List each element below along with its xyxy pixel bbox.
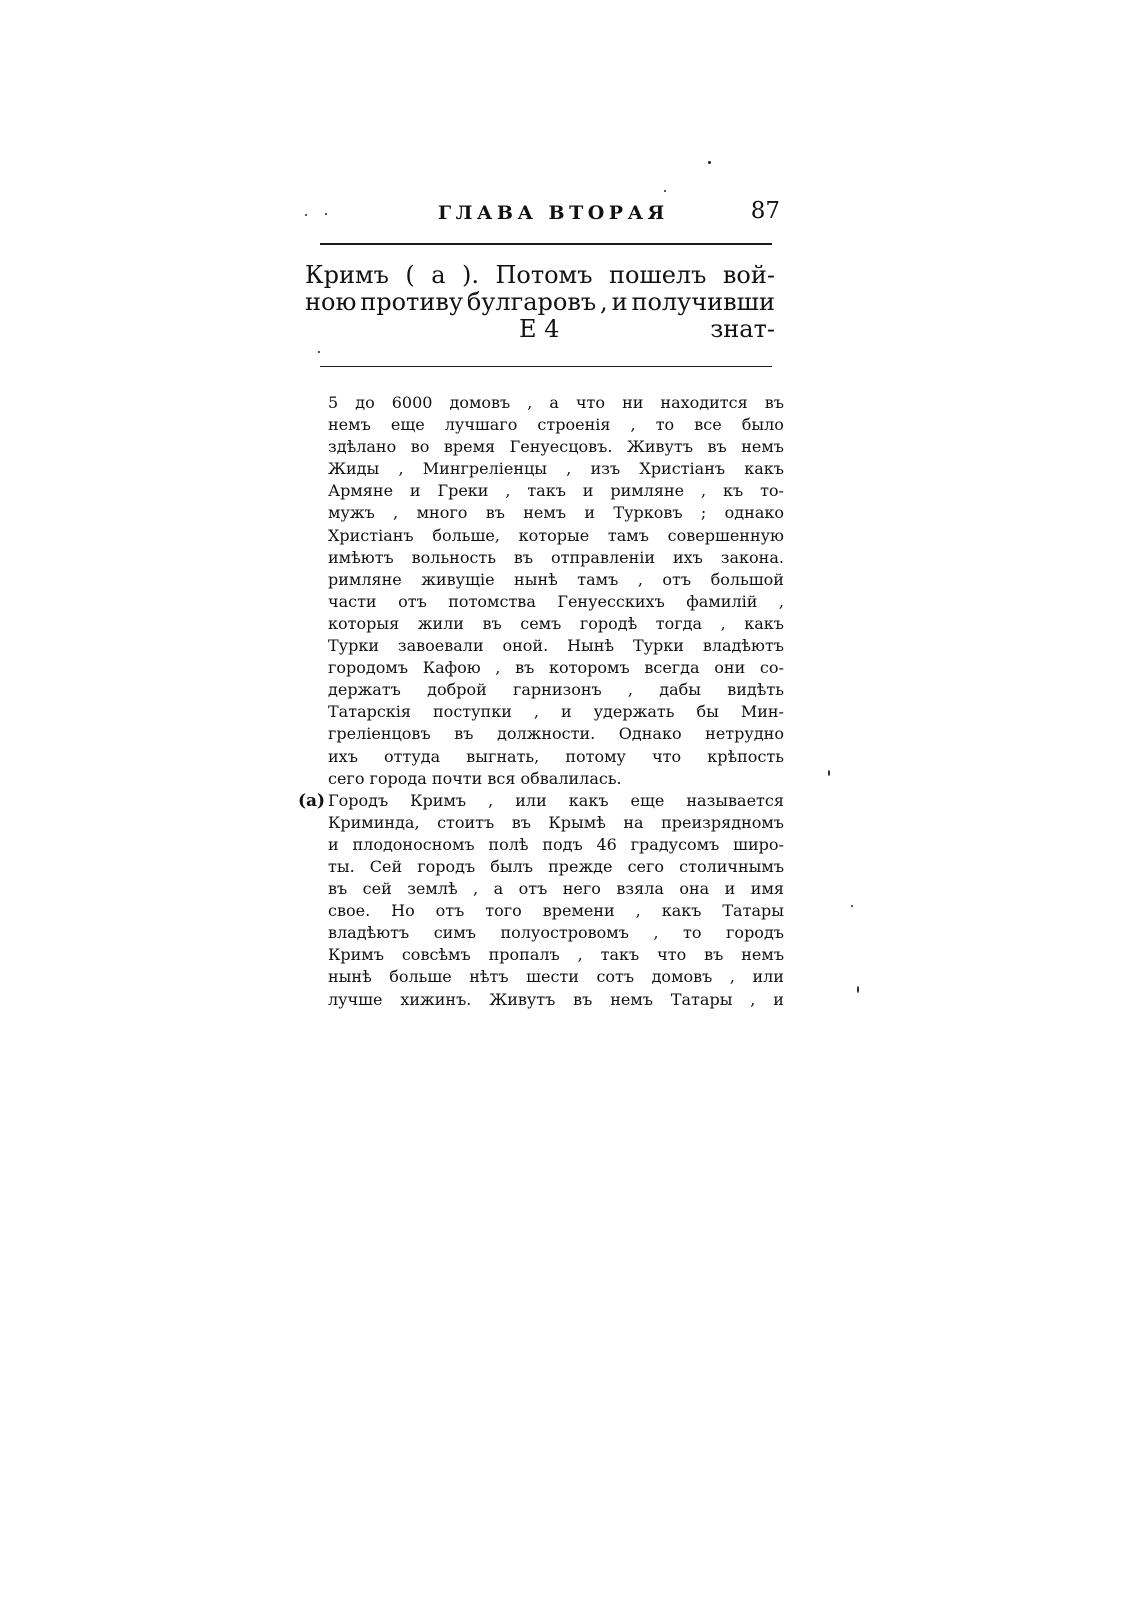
word: полуостровомъ [500,923,629,943]
word: ты. [328,856,355,876]
word: тамъ [577,569,619,589]
word: удержать [593,702,675,722]
word: а [431,261,446,289]
word: городъ [726,923,784,943]
word: , [566,459,572,479]
word: въ [707,437,727,457]
word: Кафою [422,658,481,678]
word: называется [686,790,784,810]
word: , [627,680,634,700]
continued-note-line [328,723,784,745]
word: булгаровъ [466,288,597,316]
continued-note-line [328,569,784,591]
footnote-rule [320,366,772,367]
word: больше [389,967,452,987]
word: преизрядномъ [661,812,784,832]
word: , [488,790,494,810]
word: полѣ [488,834,529,854]
word: что [575,393,606,412]
word: или [752,967,784,987]
word: и [409,481,421,501]
word: должности. [496,724,596,744]
word: семъ [520,613,562,633]
word: сего города почти вся обвалилась. [328,768,622,788]
word: въ [513,547,534,567]
word: Потомъ [495,261,593,289]
continued-note-line [328,414,784,436]
word: получивши [631,288,775,316]
header-rule [320,243,772,245]
word: совсѣмъ [401,945,471,965]
word: Живутъ [489,989,556,1009]
word: они [714,658,746,678]
chapter-title: ГЛАВА ВТОРАЯ [438,202,669,224]
word: , [635,901,641,921]
main-text-line [305,289,775,316]
word: какъ [568,790,609,810]
word: ихъ [672,547,703,567]
footnote-marker: (а) [298,790,326,811]
continued-note-line [328,525,784,547]
word: Татарскія [328,702,412,722]
word: взяла [616,879,664,899]
signature-line [305,316,775,343]
word: которыя [328,613,400,633]
word: , [473,879,479,899]
word: городомъ [328,658,408,678]
footnote-a-line [328,878,784,900]
word: и [611,288,628,316]
continued-note-line [328,436,784,458]
word: бы [696,702,719,722]
scan-speck [305,214,307,216]
word: , [533,702,539,722]
continued-note-line [328,657,784,679]
word: въ [515,658,535,678]
word: ). [461,261,479,289]
word: доброй [427,680,487,700]
word: совершенную [667,525,784,545]
continued-note-line [328,613,784,635]
continued-note-line [328,635,784,657]
word: держатъ [328,680,401,700]
word: то- [760,481,784,501]
word: тамъ [607,525,649,545]
word: изъ [590,459,621,479]
word: и [328,834,339,854]
scan-speck [318,351,320,353]
catchword: знат- [710,315,775,343]
page-number: 87 [750,198,780,224]
word: въ [454,724,474,744]
word: все [694,415,722,435]
word: , [729,967,735,987]
main-text-line [305,262,775,289]
word: въ [482,613,502,633]
word: владѣютъ [702,636,784,656]
word: еще [630,790,665,810]
word: Жиды [328,459,380,479]
word: , [393,503,399,523]
footnote-a-line [298,790,784,812]
word: которые [518,525,590,545]
footnote-a-line [328,856,784,878]
continued-note-line [328,392,784,414]
word: греліенцовъ [328,724,431,744]
continued-note-line [328,458,784,480]
word: ; [700,503,707,523]
word: пошелъ [608,261,707,289]
word: что [652,746,682,766]
word: Но [391,901,415,921]
word: , [505,481,511,501]
word: немъ [741,437,784,457]
word: того [485,901,522,921]
word: 46 [596,834,617,854]
word: немъ [741,945,784,965]
word: Генуесскихъ [557,591,665,611]
word: до [355,393,375,412]
word: отъ [398,591,427,611]
word: было [741,415,784,435]
word: мужъ [328,503,375,523]
word: , [750,989,756,1009]
word: а [493,879,504,899]
word: Турковъ [613,503,683,523]
word: оной. [502,636,549,656]
word: отъ [435,901,465,921]
word: закона. [720,547,784,567]
footnote-a-line [328,922,784,944]
word: столичнымъ [679,856,784,876]
word: со- [759,658,784,678]
word: него [562,879,601,899]
word: немъ [523,503,567,523]
word: шести [526,967,579,987]
word: находится [660,393,748,412]
word: Кримъ [305,261,389,289]
word: Христіанъ [328,525,414,545]
footnote-a-line [328,900,784,922]
word: въ [764,393,784,412]
word: , [653,923,659,943]
word: времени [542,901,615,921]
word: и [582,481,594,501]
word: симъ [433,923,476,943]
running-head [320,198,780,234]
word: нынѣ [514,569,558,589]
word: Татары [670,989,733,1009]
footnote-a-line [328,944,784,966]
scan-speck [851,905,853,907]
word: какъ [744,459,784,479]
scan-speck [708,161,711,164]
word: большой [710,569,784,589]
word: владѣютъ [328,923,410,943]
word: сотъ [596,967,635,987]
word: немъ [610,989,653,1009]
footnote-a-line [328,834,784,856]
word: къ [722,481,744,501]
word: отъ [662,569,692,589]
scan-speck [664,190,666,192]
word: которомъ [549,658,630,678]
continued-note-line [328,701,784,723]
word: сего [627,856,665,876]
word: такъ [600,945,640,965]
word: плодоносномъ [352,834,475,854]
word: на [623,812,644,832]
word: ною [305,288,357,316]
word: и [560,702,572,722]
word: , [600,288,608,316]
word: Турки [632,636,684,656]
word: нынѣ [328,967,372,987]
word: вольность [411,547,496,567]
word: , [637,569,643,589]
word: былъ [490,856,533,876]
word: , [577,945,583,965]
word: Греки [437,481,489,501]
word: Турки [328,636,379,656]
word: Мингреліенцы [422,459,548,479]
word: Однако [618,724,682,744]
word: городѣ [579,613,638,633]
word: лучше [328,989,383,1009]
word: въ [573,989,593,1009]
word: Нынѣ [567,636,615,656]
word: нѣтъ [469,967,509,987]
word: оттуда [383,746,441,766]
word: однако [724,503,784,523]
continued-note-line [328,547,784,569]
word: домовъ [651,967,713,987]
word: въ [511,812,531,832]
word: Христіанъ [639,459,726,479]
word: хижинъ. [400,989,472,1009]
footnote-a-line [328,966,784,988]
word: или [515,790,547,810]
word: , [527,393,533,412]
word: противу [360,288,463,316]
continued-note-line [328,768,784,790]
scan-speck [857,986,859,993]
word: Армяне [328,481,394,501]
signature-mark: Е 4 [519,315,560,343]
word: время [443,437,496,457]
word: дабы [659,680,702,700]
word: имя [750,879,784,899]
word: римляне [328,569,402,589]
word: , [778,591,784,611]
word: Татары [722,901,784,921]
word: Живутъ [626,437,693,457]
word: она [679,879,710,899]
word: Мин- [740,702,784,722]
word: потомства [448,591,536,611]
word: то [683,923,702,943]
word: живущіе [421,569,495,589]
word: римляне [610,481,685,501]
word: и [773,989,784,1009]
word: ихъ [328,746,358,766]
word: такъ [527,481,566,501]
word: Кримъ [410,790,467,810]
word: , [495,658,501,678]
word: Криминда, [328,812,420,832]
word: широ- [733,834,784,854]
word: и [584,503,596,523]
word: городъ [417,856,476,876]
word: подъ [542,834,583,854]
word: 5 [328,393,339,412]
word: , [630,415,636,435]
word: землѣ [407,879,458,899]
word: гарнизонъ [512,680,602,700]
word: какъ [744,613,784,633]
word: какъ [661,901,702,921]
word: поступки [433,702,512,722]
word: всегда [644,658,700,678]
footnotes [298,392,784,1011]
word: въ [704,945,724,965]
word: крѣпость [707,746,784,766]
word: домовъ [449,393,511,412]
scan-speck [828,770,830,776]
continued-note-line [328,480,784,502]
word: ни [622,393,644,412]
word: во [410,437,430,457]
word: лучшаго [444,415,518,435]
word: , [398,459,404,479]
word: прежде [548,856,613,876]
word: сей [362,879,392,899]
word: что [657,945,687,965]
word: имѣютъ [328,547,394,567]
word: завоевали [397,636,484,656]
word: а [549,393,559,412]
word: пропалъ [488,945,560,965]
word: выгнать, [466,746,540,766]
word: больше, [432,525,500,545]
word: то [655,415,675,435]
footnote-a-line [328,989,784,1011]
continued-note-line [328,679,784,701]
word: вой- [722,261,775,289]
word: фамилій [686,591,758,611]
word: 6000 [391,393,433,412]
word: немъ [328,415,371,435]
word: жили [417,613,464,633]
word: тогда [655,613,703,633]
continued-note-line [328,591,784,613]
word: свое. [328,901,371,921]
continued-note-line [328,502,784,524]
word: видѣть [727,680,784,700]
word: Генуесцовъ. [509,437,613,457]
word: въ [485,503,505,523]
word: стоитъ [437,812,495,832]
word: строенія [537,415,611,435]
word: нетрудно [705,724,784,744]
word: части [328,591,377,611]
word: и [724,879,736,899]
word: ( [405,261,415,289]
word: Кримъ [328,945,384,965]
word: здѣлано [328,437,397,457]
footnote-a-line [328,812,784,834]
word: потому [565,746,626,766]
word: , [720,613,726,633]
word: отъ [518,879,548,899]
word: Крымѣ [548,812,606,832]
main-text [305,262,775,343]
word: въ [328,879,348,899]
word: Сей [369,856,403,876]
word: Городъ [328,790,389,810]
word: градусомъ [630,834,720,854]
continued-note-line [328,746,784,768]
word: , [701,481,707,501]
word: много [416,503,468,523]
word: еще [390,415,425,435]
word: отправленіи [551,547,656,567]
